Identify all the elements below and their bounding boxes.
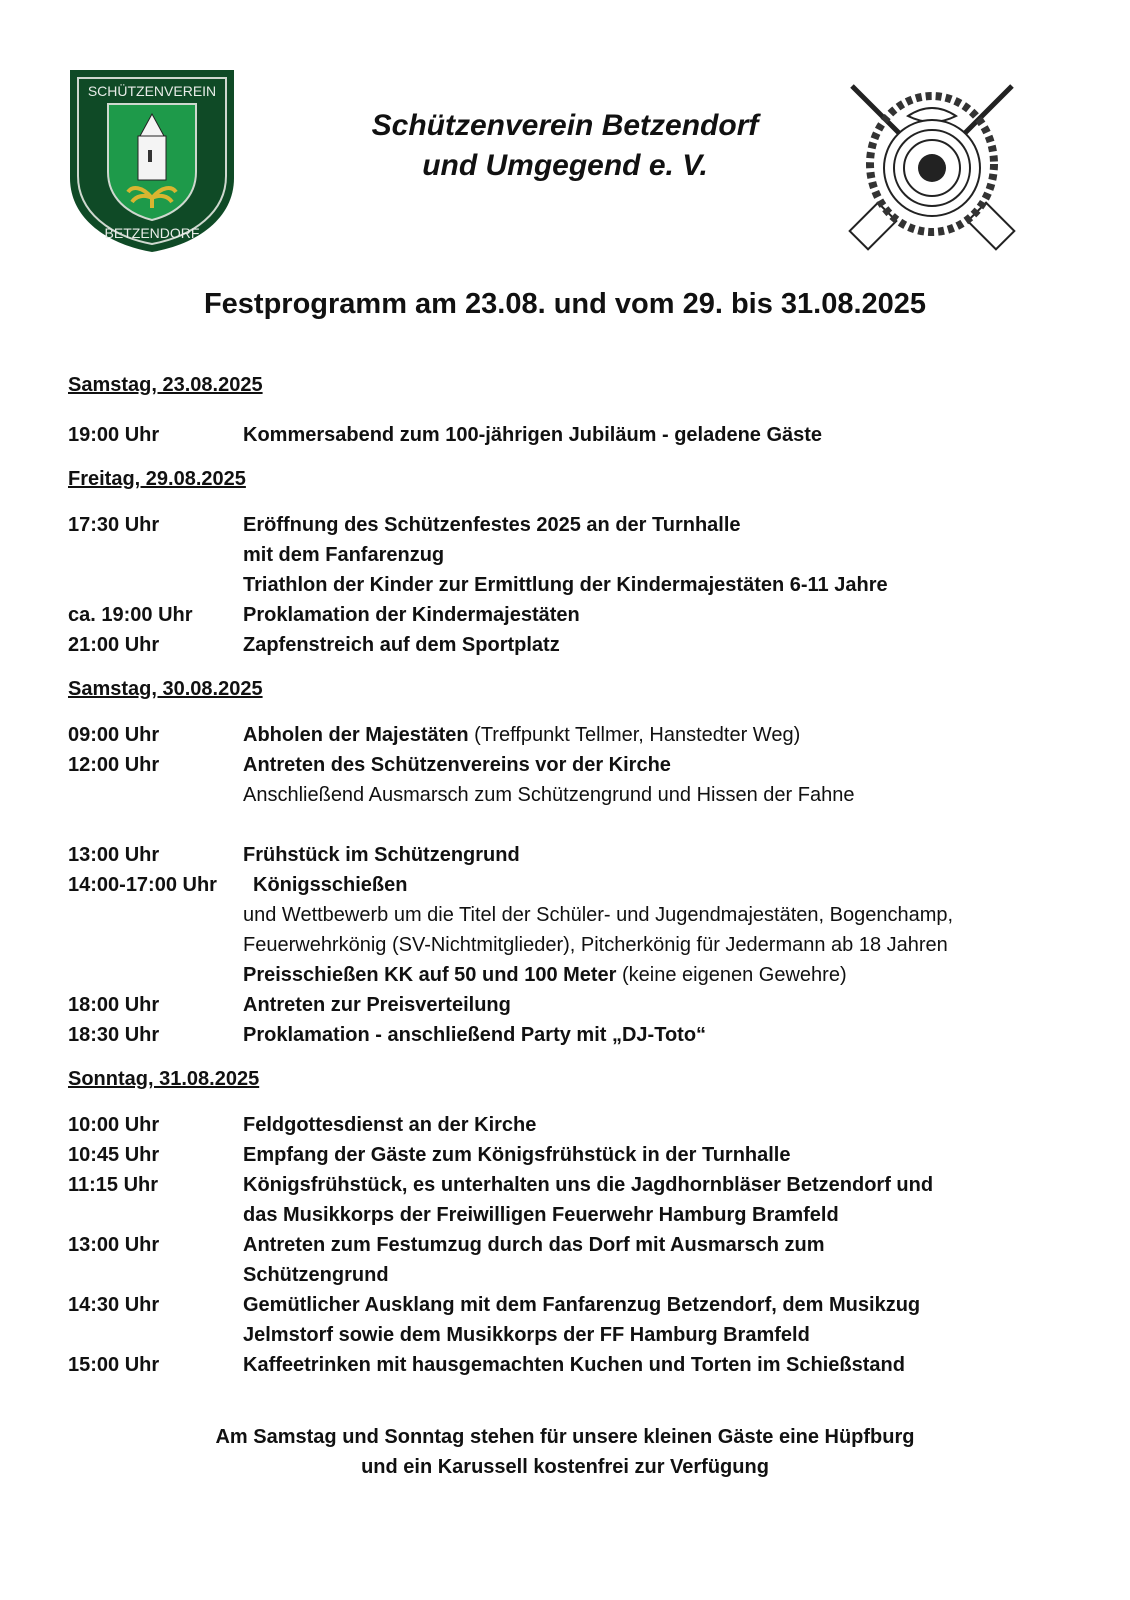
event-time: 17:30 Uhr <box>68 514 160 536</box>
event-row <box>68 1020 1078 1050</box>
club-name <box>300 106 830 186</box>
event-row <box>68 600 1078 630</box>
event-note: (Treffpunkt Tellmer, Hanstedter Weg) <box>468 724 801 746</box>
day-heading: Samstag, 23.08.2025 <box>68 374 263 396</box>
event-text: Antreten zum Festumzug durch das Dorf mit Ausmarsch zum <box>243 1234 825 1256</box>
footer-line2: und ein Karussell kostenfrei zur Verfügung <box>361 1456 769 1478</box>
event-note: (keine eigenen Gewehre) <box>616 964 847 986</box>
event-row <box>68 1230 1078 1290</box>
event-text: Preisschießen KK auf 50 und 100 Meter <box>243 964 617 986</box>
crest-top-text: SCHÜTZENVEREIN <box>87 83 217 99</box>
event-row <box>68 630 1078 660</box>
event-note: und Wettbewerb um die Titel der Schüler- und Jugendmajestäten, Bogenchamp, <box>243 904 954 926</box>
event-row <box>68 840 1078 870</box>
day-section <box>68 674 1078 1050</box>
event-row <box>68 720 1078 750</box>
event-time: 13:00 Uhr <box>68 844 160 866</box>
event-text: mit dem Fanfarenzug <box>243 544 445 566</box>
club-crest-logo <box>68 68 236 254</box>
footer-note <box>0 1422 1130 1482</box>
event-time: 18:00 Uhr <box>68 994 160 1016</box>
club-crest-icon <box>68 68 236 254</box>
event-time: 14:00-17:00 Uhr <box>68 874 217 896</box>
footer-line1: Am Samstag und Sonntag stehen für unsere kleinen Gäste eine Hüpfburg <box>215 1426 915 1448</box>
event-row <box>68 420 1078 450</box>
day-section <box>68 464 1078 660</box>
target-emblem-logo <box>842 76 1022 252</box>
event-note: Anschließend Ausmarsch zum Schützengrund und Hissen der Fahne <box>243 784 855 806</box>
event-time: 09:00 Uhr <box>68 724 160 746</box>
event-row <box>68 750 1078 810</box>
crest-bottom-text: BETZENDORF <box>104 225 200 241</box>
event-text: Antreten zur Preisverteilung <box>243 994 511 1016</box>
shooting-target-emblem-icon <box>842 76 1022 252</box>
event-text: Proklamation - anschließend Party mit „DJ-Toto“ <box>243 1024 707 1046</box>
program-title: Festprogramm am 23.08. und vom 29. bis 31.08.2025 <box>203 288 927 320</box>
event-row <box>68 990 1078 1020</box>
day-heading: Samstag, 30.08.2025 <box>68 678 263 700</box>
event-time: 19:00 Uhr <box>68 424 160 446</box>
event-text: Antreten des Schützenvereins vor der Kirche <box>243 754 671 776</box>
event-time: 21:00 Uhr <box>68 634 160 656</box>
club-name-line1: Schützenverein Betzendorf <box>371 109 759 142</box>
event-row <box>68 1110 1078 1140</box>
event-time: 10:00 Uhr <box>68 1114 160 1136</box>
event-time: 11:15 Uhr <box>68 1174 159 1196</box>
event-row <box>68 510 1078 600</box>
event-time: ca. 19:00 Uhr <box>68 604 193 626</box>
event-text: Feldgottesdienst an der Kirche <box>243 1114 537 1136</box>
event-text: Schützengrund <box>243 1264 389 1286</box>
event-text: Gemütlicher Ausklang mit dem Fanfarenzug Betzendorf, dem Musikzug <box>243 1294 921 1316</box>
day-heading: Freitag, 29.08.2025 <box>68 468 246 490</box>
event-text: Zapfenstreich auf dem Sportplatz <box>243 634 560 656</box>
event-text: Königsfrühstück, es unterhalten uns die Jagdhornbläser Betzendorf und <box>243 1174 934 1196</box>
event-time: 10:45 Uhr <box>68 1144 160 1166</box>
event-text: Eröffnung des Schützenfestes 2025 an der Turnhalle <box>243 514 741 536</box>
event-row <box>68 870 1078 990</box>
day-section <box>68 370 1078 450</box>
event-text: Königsschießen <box>253 874 408 896</box>
event-row <box>68 1170 1078 1230</box>
event-time: 13:00 Uhr <box>68 1234 160 1256</box>
event-text: Kaffeetrinken mit hausgemachten Kuchen und Torten im Schießstand <box>243 1354 905 1376</box>
event-text: Frühstück im Schützengrund <box>243 844 520 866</box>
club-name-line2: und Umgegend e. V. <box>422 149 708 182</box>
event-text: Abholen der Majestäten <box>243 724 469 746</box>
event-time: 14:30 Uhr <box>68 1294 160 1316</box>
event-row <box>68 1350 1078 1380</box>
event-row <box>68 1290 1078 1350</box>
schedule <box>68 370 1078 1394</box>
event-time: 18:30 Uhr <box>68 1024 160 1046</box>
event-text: Kommersabend zum 100-jährigen Jubiläum - geladene Gäste <box>243 424 823 446</box>
event-text: Proklamation der Kindermajestäten <box>243 604 580 626</box>
event-row <box>68 1140 1078 1170</box>
event-time: 12:00 Uhr <box>68 754 160 776</box>
event-time: 15:00 Uhr <box>68 1354 160 1376</box>
event-text: das Musikkorps der Freiwilligen Feuerwehr Hamburg Bramfeld <box>243 1204 839 1226</box>
event-text: Jelmstorf sowie dem Musikkorps der FF Hamburg Bramfeld <box>243 1324 810 1346</box>
day-section <box>68 1064 1078 1380</box>
day-heading: Sonntag, 31.08.2025 <box>68 1068 260 1090</box>
event-text: Empfang der Gäste zum Königsfrühstück in der Turnhalle <box>243 1144 791 1166</box>
event-text: Triathlon der Kinder zur Ermittlung der Kindermajestäten 6-11 Jahre <box>243 574 888 596</box>
event-note: Feuerwehrkönig (SV-Nichtmitglieder), Pitcherkönig für Jedermann ab 18 Jahren <box>243 934 948 956</box>
